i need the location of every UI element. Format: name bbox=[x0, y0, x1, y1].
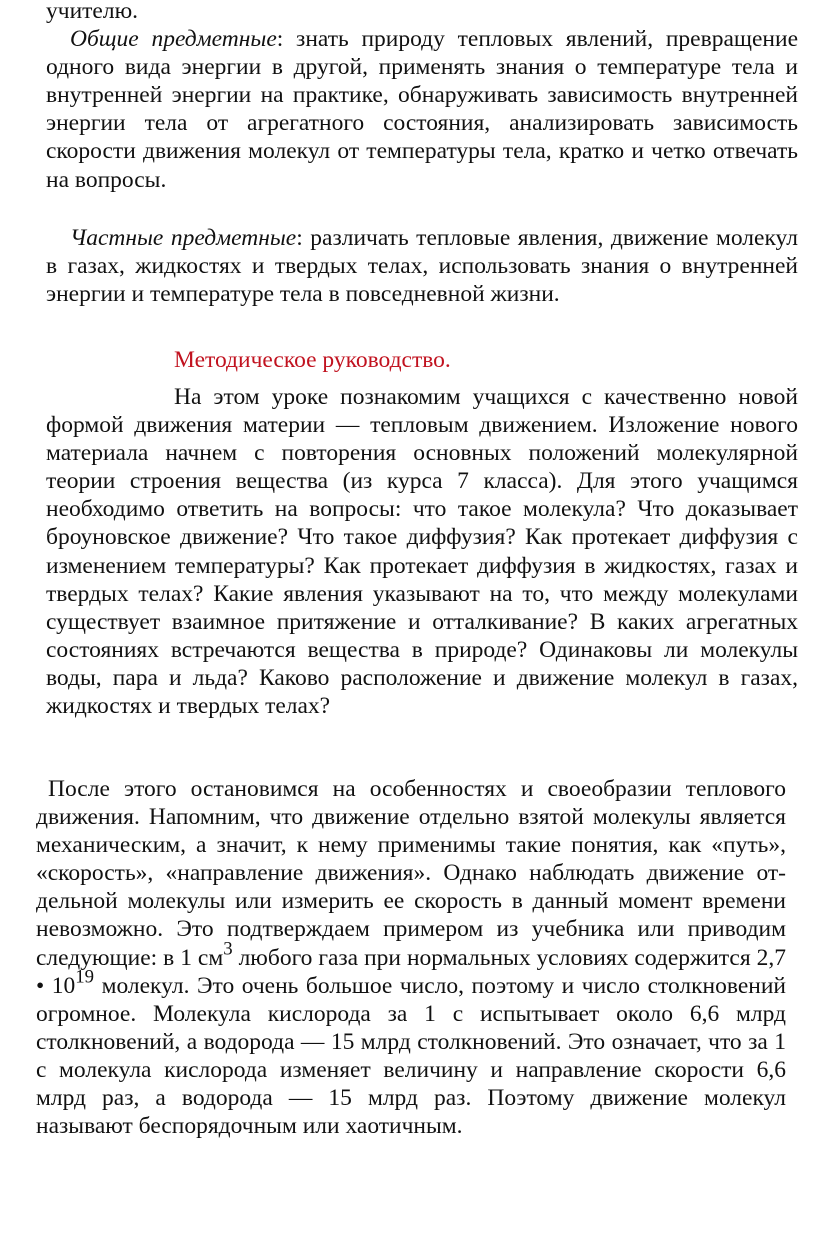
intro-lead-text: учителю. bbox=[46, 0, 139, 24]
thermal-text-part3: молекул. Это очень большое число, поэтому и число столкновений огромное. Молекула кислорода за 1 с испытывает около 6,6 млрд столкновений, а водорода — 15 млрд столкновений. Это означает, что за 1 с молекула кислорода изменяет величину и направление скорости 6,6 млрд раз, а водорода — 15 млрд раз. Поэтому движение молекул называют беспорядочным или хаотичным. bbox=[36, 972, 786, 1140]
thermal-text-part2: любого газа при нормальных условиях содержится 2,7 • 10 bbox=[36, 944, 786, 999]
general-subject-text: : знать природу тепловых явлений, превращение одного вида энергии в другой, применять знания о температуре тела и внутренней энергии на практике, обнаруживать зависимость внутренней энергии тела от агрегатного состояния, анализировать зависимость скорости движения молекул от температуры тела, кратко и четко отвечать на вопросы. bbox=[46, 26, 798, 193]
paragraph-methodology bbox=[46, 383, 798, 720]
general-subject-label: Общие предметные bbox=[70, 26, 277, 53]
paragraph-private-subject-outcomes bbox=[46, 224, 798, 308]
private-subject-label: Частные предметные bbox=[70, 225, 297, 251]
methodology-text: На этом уроке познакомим учащихся с качественно новой формой движения материи — тепловым движением. Изложение нового материала начнем с повторения основных положений молекулярной теории строения вещества (из курса 7 класса). Для этого учащимся необходимо ответить на вопросы: что такое молекула? Что доказывает броуновское движение? Что такое диффузия? Как протекает диффузия с изменением температуры? Как протекает диффузия в жидкостях, газах и твердых телах? Какие явления указывают на то, что между молекулами существует взаимное притяжение и отталкивание? В каких агрегатных состояниях встречаются вещества в природе? Одинаковы ли молекулы воды, пара и льда? Каково расположение и движение молекул в газах, жидкостях и твердых телах? bbox=[46, 384, 798, 720]
superscript-cubic: 3 bbox=[223, 938, 233, 960]
superscript-exponent: 19 bbox=[75, 966, 95, 988]
private-subject-text: : различать тепловые явления, движение молекул в газах, жидкостях и твердых телах, использовать знания о внутренней энергии и температуре тела в повседневной жизни. bbox=[46, 225, 798, 308]
paragraph-general-subject-outcomes bbox=[46, 0, 798, 194]
section-heading: Методическое руководство. bbox=[174, 347, 451, 373]
thermal-text-part1: После этого остановимся на особенностях и своеобразии теплового движения. Напомним, что движение отдельно взятой молекулы является механическим, а значит, к нему применимы такие понятия, как «путь», «скорость», «направление движения». Однако наблюдать движение от-дельной молекулы или измерить ее скорость в данный момент времени невозможно. Это подтверждаем примером из учебника или приводим следующие: в 1 см bbox=[36, 776, 786, 971]
paragraph-thermal-motion bbox=[36, 775, 786, 1140]
